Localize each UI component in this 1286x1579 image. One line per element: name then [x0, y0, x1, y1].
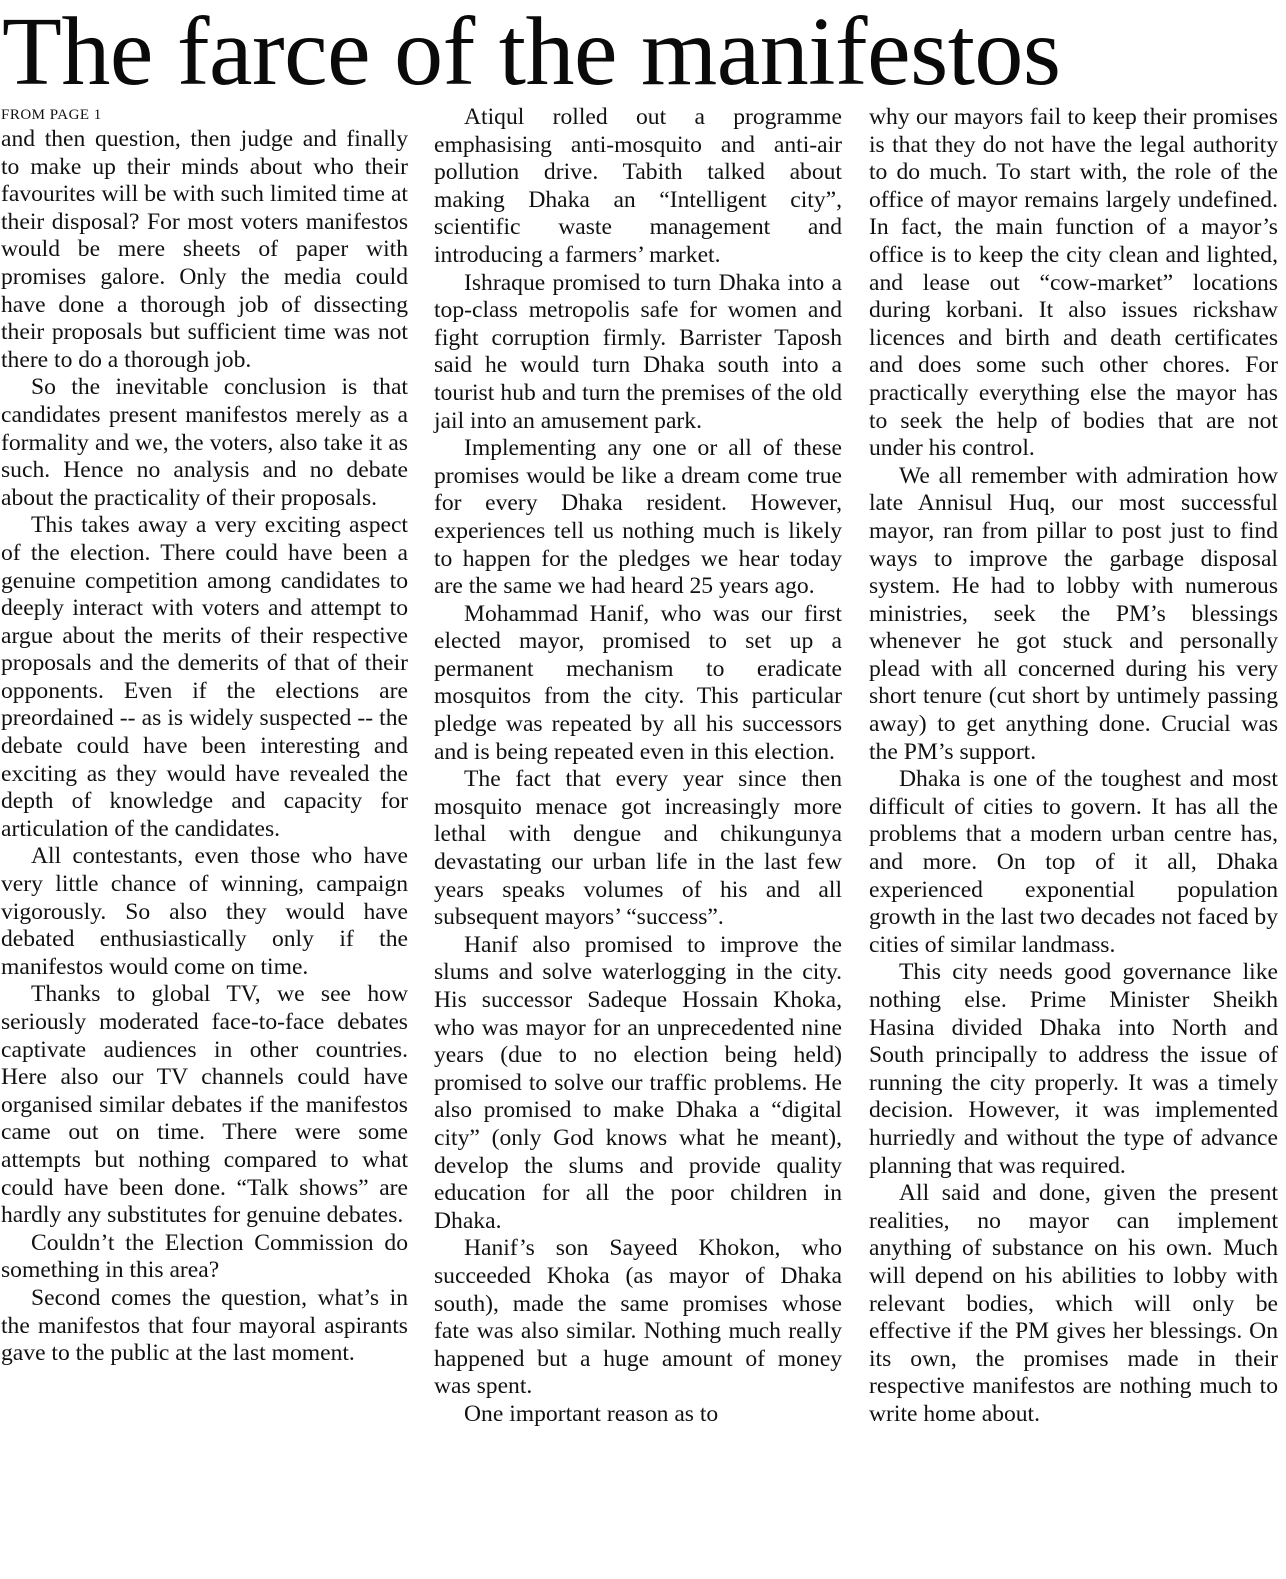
article-column-3 — [869, 104, 1278, 1429]
article-column-1 — [1, 104, 408, 1368]
paragraph: All said and done, given the present realities, no mayor can implement anything of substance on his own. Much will depend on his abilities to lobby with relevant bodies, which will only be effective if the PM gives her blessings. On its own, the promises made in their respective manifestos are nothing much to write home about. — [869, 1180, 1278, 1427]
paragraph: Second comes the question, what’s in the manifestos that four mayoral aspirants gave to the public at the last moment. — [1, 1284, 408, 1367]
paragraph: All contestants, even those who have very little chance of winning, campaign vigorously. So also they would have debated enthusiastically only if the manifestos would come on time. — [1, 843, 408, 980]
paragraph: This takes away a very exciting aspect of the election. There could have been a genuine competition among candidates to deeply interact with voters and attempt to argue about the merits of their respective proposals and the demerits of that of their opponents. Even if the elections are preordained -- as is widely suspected -- the debate could have been interesting and exciting as they would have revealed the depth of knowledge and capacity for articulation of the candidates. — [1, 512, 408, 842]
paragraph: This city needs good governance like nothing else. Prime Minister Sheikh Hasina divided Dhaka into North and South principally to address the issue of running the city properly. It was a timely decision. However, it was implemented hurriedly and without the type of advance planning that was required. — [869, 959, 1278, 1179]
paragraph: We all remember with admiration how late Annisul Huq, our most successful mayor, ran from pillar to post just to find ways to improve the garbage disposal system. He had to lobby with numerous ministries, seek the PM’s blessings whenever he got stuck and personally plead with all concerned during his very short tenure (cut short by untimely passing away) to get anything done. Crucial was the PM’s support. — [869, 462, 1278, 765]
paragraph: why our mayors fail to keep their promises is that they do not have the legal authority to do much. To start with, the role of the office of mayor remains largely undefined. In fact, the main function of a mayor’s office is to keep the city clean and lighted, and lease out “cow-market” locations during korbani. It also issues rickshaw licences and birth and death certificates and does some such other chores. For practically everything else the mayor has to seek the help of bodies that are not under his control. — [869, 104, 1278, 462]
paragraph: One important reason as to — [464, 1400, 719, 1427]
paragraph: Hanif’s son Sayeed Khokon, who succeeded Khoka (as mayor of Dhaka south), made the same promises whose fate was also similar. Nothing much really happened but a huge amount of money was spent. — [434, 1235, 842, 1400]
paragraph: Atiqul rolled out a programme emphasising anti-mosquito and anti-air pollution drive. Tabith talked about making Dhaka an “Intelligent city”, scientific waste management and introducing a farmers’ market. — [434, 104, 842, 268]
paragraph: Ishraque promised to turn Dhaka into a top-class metropolis safe for women and fight corruption firmly. Barrister Taposh said he would turn Dhaka south into a tourist hub and turn the premises of the old jail into an amusement park. — [434, 269, 842, 434]
paragraph: The fact that every year since then mosquito menace got increasingly more lethal with dengue and chikungunya devastating our urban life in the last few years speaks volumes of his and all subsequent mayors’ “success”. — [434, 766, 842, 931]
paragraph: Couldn’t the Election Commission do something in this area? — [1, 1229, 408, 1284]
paragraph: Implementing any one or all of these promises would be like a dream come true for every Dhaka resident. However, experiences tell us nothing much is likely to happen for the pledges we hear today are the same we had heard 25 years ago. — [434, 435, 842, 600]
continued-from-label: FROM PAGE 1 — [1, 107, 102, 123]
paragraph: Mohammad Hanif, who was our first elected mayor, promised to set up a permanent mechanism to eradicate mosquitos from the city. This particular pledge was repeated by all his successors and is being repeated even in this election. — [434, 600, 842, 765]
paragraph: Thanks to global TV, we see how seriously moderated face-to-face debates captivate audiences in other countries. Here also our TV channels could have organised similar debates if the manifestos came out on time. There were some attempts but nothing compared to what could have been done. “Talk shows” are hardly any substitutes for genuine debates. — [1, 981, 408, 1229]
article-column-2 — [434, 104, 842, 1429]
paragraph: Hanif also promised to improve the slums and solve waterlogging in the city. His successor Sadeque Hossain Khoka, who was mayor for an unprecedented nine years (due to no election being held) promised to solve our traffic problems. He also promised to make Dhaka a “digital city” (only God knows what he meant), develop the slums and provide quality education for all the poor children in Dhaka. — [434, 931, 842, 1234]
paragraph: Dhaka is one of the toughest and most difficult of cities to govern. It has all the problems that a modern urban centre has, and more. On top of it all, Dhaka experienced exponential population growth in the last two decades not faced by cities of similar landmass. — [869, 766, 1278, 958]
paragraph: So the inevitable conclusion is that candidates present manifestos merely as a formality and we, the voters, also take it as such. Hence no analysis and no debate about the practicality of their proposals. — [1, 374, 408, 511]
headline: The farce of the manifestos — [2, 0, 1061, 106]
paragraph: and then question, then judge and finally to make up their minds about who their favourites will be with such limited time at their disposal? For most voters manifestos would be mere sheets of paper with promises galore. Only the media could have done a thorough job of dissecting their proposals but sufficient time was not there to do a thorough job. — [1, 126, 408, 373]
